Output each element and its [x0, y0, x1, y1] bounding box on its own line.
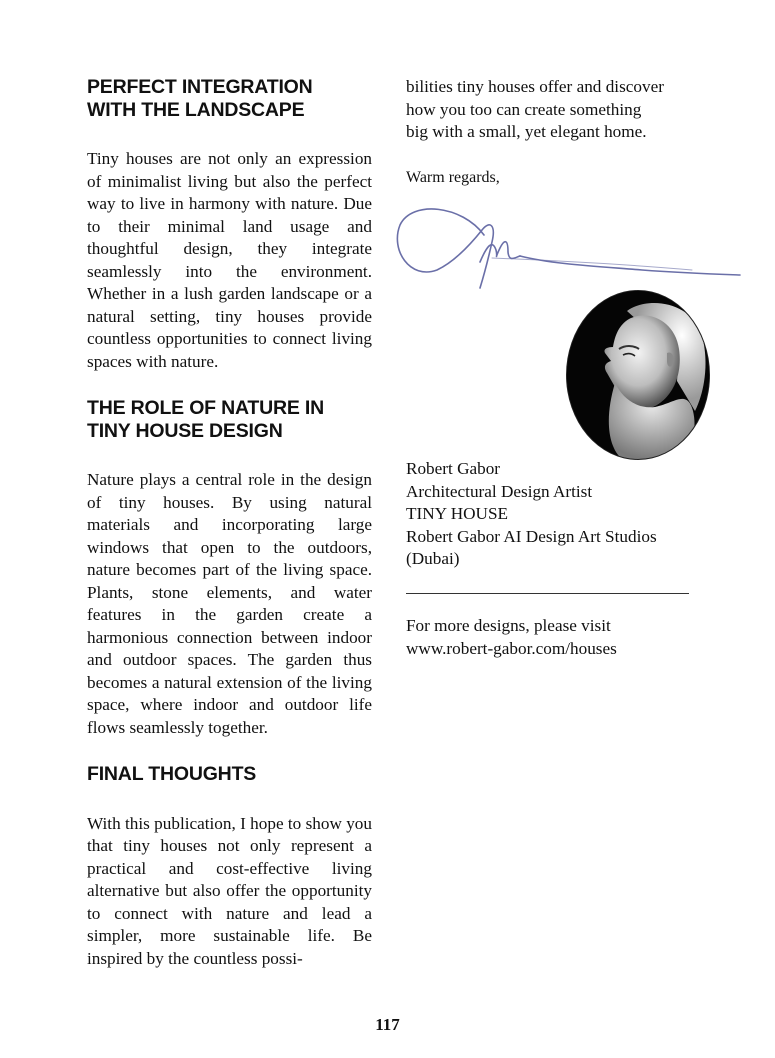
section-heading-integration	[87, 76, 372, 121]
author-name: Robert Gabor	[406, 459, 501, 478]
signature-loop	[397, 209, 493, 288]
author-portrait	[566, 290, 710, 460]
author-brand: TINY HOUSE	[406, 504, 508, 523]
author-studio: Robert Gabor AI Design Art Studios	[406, 526, 657, 546]
continuation-line: big with a small, yet elegant home.	[406, 122, 647, 141]
portrait-image	[567, 291, 709, 459]
website-link[interactable]: www.robert-gabor.com/houses	[406, 638, 617, 658]
page-number: 117	[375, 1015, 400, 1034]
heading-line: WITH THE LANDSCAPE	[87, 98, 305, 121]
section-body-nature-role: Nature plays a central role in the design of tiny houses. By using natural materials and incorporating large windows that open to the outdoors, nature becomes part of the living space. Plants, stone elements, and water features in the garden create a harmonious connection between indoor and outdoor spaces. The garden thus becomes a natural extension of the living space, where indoor and outdoor life flows seamlessly together.	[87, 470, 372, 737]
divider-line	[406, 593, 689, 594]
heading-line: TINY HOUSE DESIGN	[87, 419, 283, 442]
more-designs	[406, 615, 706, 660]
continuation-line: bilities tiny houses offer and discover	[406, 77, 664, 96]
section-body-final-thoughts: With this publication, I hope to show you that tiny houses not only represent a practical and cost-effective living alternative but also offer the opportunity to connect with nature and lead a simpler, more sustainable life. Be inspired by the countless possi-	[87, 813, 372, 968]
section-heading-nature-role	[87, 397, 372, 442]
more-designs-text: For more designs, please visit	[406, 616, 611, 635]
heading-line: PERFECT INTEGRATION	[87, 76, 313, 98]
author-role: Architectural Design Artist	[406, 481, 593, 501]
right-column	[406, 76, 706, 189]
left-column	[87, 76, 372, 970]
section-heading-final-thoughts	[87, 763, 372, 786]
section-body-integration: Tiny houses are not only an expression of minimalist living but also the perfect way to live in harmony with nature. Due to their minimal land usage and thoughtful design, they integrate seamlessly into the environment. Whether in a lush garden landscape or a natural setting, tiny houses provide countless opportunities to connect living spaces with nature.	[87, 149, 372, 371]
signature-underline	[492, 258, 692, 270]
signature-strokes	[397, 209, 740, 288]
continuation-line: how you too can create something	[406, 99, 642, 119]
handwritten-signature	[392, 200, 742, 295]
continuation-text	[406, 76, 706, 144]
author-info	[406, 458, 706, 571]
heading-line: FINAL THOUGHTS	[87, 763, 257, 785]
heading-line: THE ROLE OF NATURE IN	[87, 397, 325, 419]
closing-salutation: Warm regards,	[406, 168, 500, 186]
author-location: (Dubai)	[406, 549, 460, 568]
